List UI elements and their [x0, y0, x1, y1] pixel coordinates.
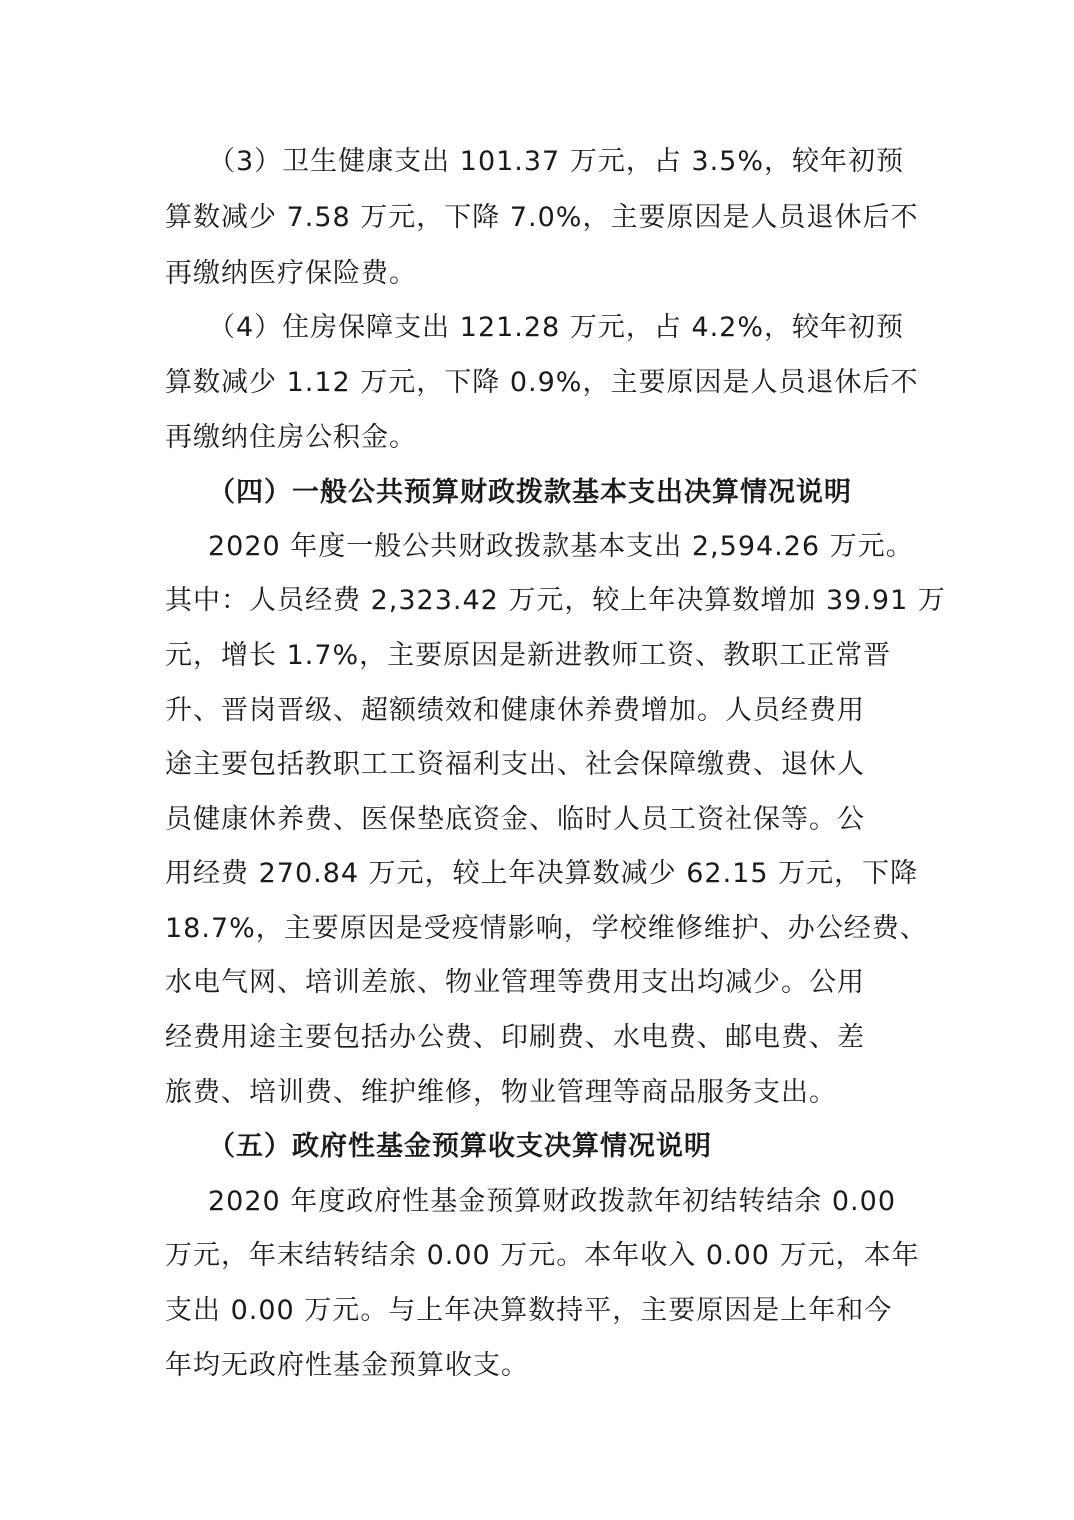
- text-line: 升、晋岗晋级、超额绩效和健康休养费增加。人员经费用: [165, 695, 865, 726]
- text-line: 2020 年度一般公共财政拨款基本支出 2,594.26 万元。: [208, 531, 914, 562]
- text-line: （4）住房保障支出 121.28 万元，占 4.2%，较年初预: [208, 312, 904, 343]
- text-line: 员健康休养费、医保垫底资金、临时人员工资社保等。公: [165, 804, 865, 835]
- text-line: 万元，年末结转结余 0.00 万元。本年收入 0.00 万元，本年: [165, 1240, 920, 1271]
- text-line: 再缴纳医疗保险费。: [165, 258, 417, 289]
- text-line: 用经费 270.84 万元，较上年决算数减少 62.15 万元，下降: [165, 858, 919, 889]
- text-line: 支出 0.00 万元。与上年决算数持平，主要原因是上年和今: [165, 1295, 893, 1326]
- section-heading: （四）一般公共预算财政拨款基本支出决算情况说明: [208, 477, 852, 508]
- text-line: 旅费、培训费、维护维修，物业管理等商品服务支出。: [165, 1077, 837, 1108]
- text-line: （3）卫生健康支出 101.37 万元，占 3.5%，较年初预: [208, 146, 904, 177]
- section-heading: （五）政府性基金预算收支决算情况说明: [208, 1131, 712, 1162]
- text-line: 18.7%，主要原因是受疫情影响，学校维修维护、办公经费、: [165, 913, 928, 944]
- text-line: 元，增长 1.7%，主要原因是新进教师工资、教职工正常晋: [165, 640, 892, 671]
- text-line: 经费用途主要包括办公费、印刷费、水电费、邮电费、差: [165, 1022, 865, 1053]
- text-line: 途主要包括教职工工资福利支出、社会保障缴费、退休人: [165, 749, 865, 780]
- text-line: 年均无政府性基金预算收支。: [165, 1350, 529, 1381]
- text-line: 算数减少 7.58 万元，下降 7.0%，主要原因是人员退休后不: [165, 202, 919, 233]
- text-line: 再缴纳住房公积金。: [165, 422, 417, 453]
- text-line: 水电气网、培训差旅、物业管理等费用支出均减少。公用: [165, 967, 865, 998]
- text-line: 其中：人员经费 2,323.42 万元，较上年决算数增加 39.91 万: [165, 585, 946, 616]
- text-line: 算数减少 1.12 万元，下降 0.9%，主要原因是人员退休后不: [165, 367, 919, 398]
- text-line: 2020 年度政府性基金预算财政拨款年初结转结余 0.00: [208, 1186, 896, 1217]
